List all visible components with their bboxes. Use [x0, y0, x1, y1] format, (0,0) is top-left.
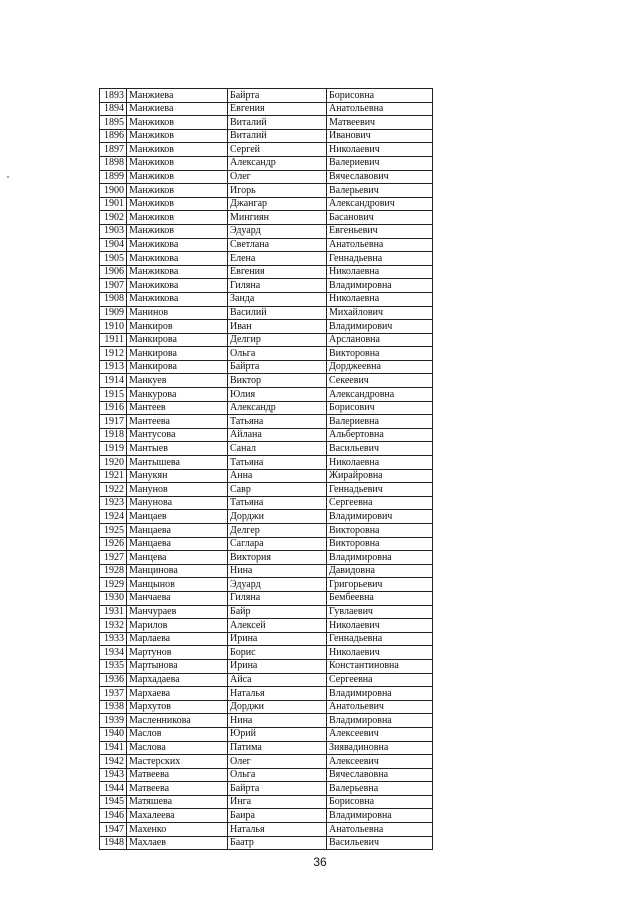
row-number-cell: 1903: [100, 224, 127, 238]
surname-cell: Манчаева: [127, 591, 228, 605]
row-number-cell: 1915: [100, 388, 127, 402]
row-number-cell: 1907: [100, 279, 127, 293]
patronymic-cell: Владимировна: [327, 551, 433, 565]
surname-cell: Манжикова: [127, 238, 228, 252]
surname-cell: Манжиков: [127, 197, 228, 211]
patronymic-cell: Валерьевич: [327, 184, 433, 198]
surname-cell: Манжиков: [127, 156, 228, 170]
surname-cell: Манунова: [127, 496, 228, 510]
surname-cell: Мантеев: [127, 401, 228, 415]
name-list-body: [100, 89, 433, 850]
table-row: [100, 102, 433, 116]
first-name-cell: Дорджи: [228, 510, 327, 524]
row-number-cell: 1941: [100, 741, 127, 755]
first-name-cell: Татьяна: [228, 456, 327, 470]
surname-cell: Манжиков: [127, 224, 228, 238]
surname-cell: Манинов: [127, 306, 228, 320]
surname-cell: Махалеева: [127, 809, 228, 823]
surname-cell: Манжикова: [127, 292, 228, 306]
table-row: [100, 741, 433, 755]
surname-cell: Масленникова: [127, 714, 228, 728]
first-name-cell: Виктория: [228, 551, 327, 565]
patronymic-cell: Сергеевна: [327, 496, 433, 510]
row-number-cell: 1914: [100, 374, 127, 388]
table-row: [100, 537, 433, 551]
table-row: [100, 524, 433, 538]
first-name-cell: Мингиян: [228, 211, 327, 225]
table-row: [100, 211, 433, 225]
patronymic-cell: Владимировна: [327, 687, 433, 701]
surname-cell: Манжиева: [127, 102, 228, 116]
row-number-cell: 1944: [100, 782, 127, 796]
surname-cell: Манкурова: [127, 388, 228, 402]
patronymic-cell: Николаевич: [327, 619, 433, 633]
row-number-cell: 1930: [100, 591, 127, 605]
surname-cell: Манунов: [127, 483, 228, 497]
patronymic-cell: Валериевна: [327, 415, 433, 429]
row-number-cell: 1928: [100, 564, 127, 578]
surname-cell: Манжиков: [127, 129, 228, 143]
patronymic-cell: Борисовна: [327, 89, 433, 103]
table-row: [100, 360, 433, 374]
first-name-cell: Светлана: [228, 238, 327, 252]
row-number-cell: 1918: [100, 428, 127, 442]
patronymic-cell: Сергеевна: [327, 673, 433, 687]
surname-cell: Манжиков: [127, 116, 228, 130]
patronymic-cell: Басанович: [327, 211, 433, 225]
patronymic-cell: Секеевич: [327, 374, 433, 388]
name-list-table: [99, 88, 433, 850]
surname-cell: Манжиева: [127, 89, 228, 103]
row-number-cell: 1893: [100, 89, 127, 103]
table-row: [100, 197, 433, 211]
row-number-cell: 1920: [100, 456, 127, 470]
surname-cell: Манкуев: [127, 374, 228, 388]
first-name-cell: Юлия: [228, 388, 327, 402]
surname-cell: Манжикова: [127, 279, 228, 293]
patronymic-cell: Борисович: [327, 401, 433, 415]
row-number-cell: 1896: [100, 129, 127, 143]
patronymic-cell: Матвеевич: [327, 116, 433, 130]
first-name-cell: Татьяна: [228, 496, 327, 510]
row-number-cell: 1923: [100, 496, 127, 510]
first-name-cell: Айлана: [228, 428, 327, 442]
surname-cell: Мархутов: [127, 700, 228, 714]
page-number: 36: [313, 855, 327, 869]
table-row: [100, 768, 433, 782]
first-name-cell: Делгир: [228, 333, 327, 347]
first-name-cell: Дорджи: [228, 700, 327, 714]
table-row: [100, 170, 433, 184]
row-number-cell: 1935: [100, 659, 127, 673]
row-number-cell: 1926: [100, 537, 127, 551]
patronymic-cell: Константиновна: [327, 659, 433, 673]
patronymic-cell: Вячеславович: [327, 170, 433, 184]
table-row: [100, 714, 433, 728]
patronymic-cell: Анатольевна: [327, 823, 433, 837]
first-name-cell: Инга: [228, 795, 327, 809]
patronymic-cell: Борисовна: [327, 795, 433, 809]
row-number-cell: 1919: [100, 442, 127, 456]
first-name-cell: Байрта: [228, 89, 327, 103]
row-number-cell: 1906: [100, 265, 127, 279]
first-name-cell: Баира: [228, 809, 327, 823]
row-number-cell: 1908: [100, 292, 127, 306]
first-name-cell: Айса: [228, 673, 327, 687]
first-name-cell: Иван: [228, 320, 327, 334]
row-number-cell: 1909: [100, 306, 127, 320]
first-name-cell: Санал: [228, 442, 327, 456]
first-name-cell: Эдуард: [228, 224, 327, 238]
table-row: [100, 673, 433, 687]
row-number-cell: 1925: [100, 524, 127, 538]
table-row: [100, 510, 433, 524]
table-row: [100, 456, 433, 470]
patronymic-cell: Вячеславовна: [327, 768, 433, 782]
patronymic-cell: Бембеевна: [327, 591, 433, 605]
first-name-cell: Баатр: [228, 836, 327, 850]
table-row: [100, 782, 433, 796]
first-name-cell: Савр: [228, 483, 327, 497]
surname-cell: Марилов: [127, 619, 228, 633]
table-row: [100, 755, 433, 769]
first-name-cell: Александр: [228, 401, 327, 415]
row-number-cell: 1948: [100, 836, 127, 850]
table-row: [100, 605, 433, 619]
row-number-cell: 1921: [100, 469, 127, 483]
row-number-cell: 1936: [100, 673, 127, 687]
surname-cell: Мархадаева: [127, 673, 228, 687]
table-row: [100, 129, 433, 143]
row-number-cell: 1916: [100, 401, 127, 415]
first-name-cell: Виталий: [228, 129, 327, 143]
surname-cell: Манцаева: [127, 537, 228, 551]
patronymic-cell: Васильевич: [327, 836, 433, 850]
patronymic-cell: Николаевна: [327, 292, 433, 306]
surname-cell: Манцаев: [127, 510, 228, 524]
table-row: [100, 727, 433, 741]
table-row: [100, 687, 433, 701]
first-name-cell: Саглара: [228, 537, 327, 551]
surname-cell: Мантыев: [127, 442, 228, 456]
row-number-cell: 1927: [100, 551, 127, 565]
first-name-cell: Анна: [228, 469, 327, 483]
row-number-cell: 1929: [100, 578, 127, 592]
surname-cell: Матвеева: [127, 768, 228, 782]
surname-cell: Мартунов: [127, 646, 228, 660]
patronymic-cell: Александровна: [327, 388, 433, 402]
patronymic-cell: Алексеевич: [327, 755, 433, 769]
row-number-cell: 1945: [100, 795, 127, 809]
patronymic-cell: Григорьевич: [327, 578, 433, 592]
table-row: [100, 428, 433, 442]
surname-cell: Маслов: [127, 727, 228, 741]
surname-cell: Манцынов: [127, 578, 228, 592]
surname-cell: Мантышева: [127, 456, 228, 470]
table-row: [100, 374, 433, 388]
table-row: [100, 483, 433, 497]
patronymic-cell: Арслановна: [327, 333, 433, 347]
row-number-cell: 1933: [100, 632, 127, 646]
table-row: [100, 496, 433, 510]
first-name-cell: Байр: [228, 605, 327, 619]
table-row: [100, 265, 433, 279]
table-row: [100, 306, 433, 320]
table-row: [100, 238, 433, 252]
first-name-cell: Евгения: [228, 265, 327, 279]
surname-cell: Манжиков: [127, 184, 228, 198]
first-name-cell: Наталья: [228, 687, 327, 701]
row-number-cell: 1905: [100, 252, 127, 266]
table-row: [100, 619, 433, 633]
first-name-cell: Байрта: [228, 782, 327, 796]
surname-cell: Мархаева: [127, 687, 228, 701]
surname-cell: Мартынова: [127, 659, 228, 673]
first-name-cell: Борис: [228, 646, 327, 660]
row-number-cell: 1912: [100, 347, 127, 361]
surname-cell: Манцаева: [127, 524, 228, 538]
patronymic-cell: Евгеньевич: [327, 224, 433, 238]
first-name-cell: Гиляна: [228, 279, 327, 293]
first-name-cell: Виктор: [228, 374, 327, 388]
table-row: [100, 89, 433, 103]
first-name-cell: Байрта: [228, 360, 327, 374]
surname-cell: Манкиров: [127, 320, 228, 334]
table-row: [100, 700, 433, 714]
table-row: [100, 347, 433, 361]
table-row: [100, 320, 433, 334]
surname-cell: Мантеева: [127, 415, 228, 429]
row-number-cell: 1900: [100, 184, 127, 198]
row-number-cell: 1910: [100, 320, 127, 334]
row-number-cell: 1895: [100, 116, 127, 130]
row-number-cell: 1898: [100, 156, 127, 170]
patronymic-cell: Жирайровна: [327, 469, 433, 483]
first-name-cell: Евгения: [228, 102, 327, 116]
row-number-cell: 1942: [100, 755, 127, 769]
surname-cell: Манжиков: [127, 143, 228, 157]
row-number-cell: 1922: [100, 483, 127, 497]
first-name-cell: Ирина: [228, 632, 327, 646]
surname-cell: Мантусова: [127, 428, 228, 442]
surname-cell: Маслова: [127, 741, 228, 755]
first-name-cell: Ольга: [228, 347, 327, 361]
first-name-cell: Занда: [228, 292, 327, 306]
table-row: [100, 469, 433, 483]
first-name-cell: Сергей: [228, 143, 327, 157]
row-number-cell: 1939: [100, 714, 127, 728]
first-name-cell: Виталий: [228, 116, 327, 130]
row-number-cell: 1902: [100, 211, 127, 225]
row-number-cell: 1940: [100, 727, 127, 741]
first-name-cell: Эдуард: [228, 578, 327, 592]
table-row: [100, 659, 433, 673]
table-row: [100, 823, 433, 837]
surname-cell: Манцева: [127, 551, 228, 565]
patronymic-cell: Геннадьевна: [327, 252, 433, 266]
table-row: [100, 795, 433, 809]
surname-cell: Манукян: [127, 469, 228, 483]
table-row: [100, 442, 433, 456]
table-row: [100, 252, 433, 266]
patronymic-cell: Геннадьевич: [327, 483, 433, 497]
surname-cell: Манжиков: [127, 211, 228, 225]
first-name-cell: Нина: [228, 714, 327, 728]
patronymic-cell: Гувлаевич: [327, 605, 433, 619]
row-number-cell: 1901: [100, 197, 127, 211]
row-number-cell: 1946: [100, 809, 127, 823]
patronymic-cell: Михайлович: [327, 306, 433, 320]
table-row: [100, 578, 433, 592]
table-row: [100, 646, 433, 660]
first-name-cell: Нина: [228, 564, 327, 578]
patronymic-cell: Владимировна: [327, 279, 433, 293]
row-number-cell: 1924: [100, 510, 127, 524]
first-name-cell: Гиляна: [228, 591, 327, 605]
table-row: [100, 836, 433, 850]
patronymic-cell: Анатольевна: [327, 102, 433, 116]
row-number-cell: 1931: [100, 605, 127, 619]
patronymic-cell: Валериевич: [327, 156, 433, 170]
patronymic-cell: Анатольевна: [327, 238, 433, 252]
first-name-cell: Татьяна: [228, 415, 327, 429]
row-number-cell: 1897: [100, 143, 127, 157]
row-number-cell: 1937: [100, 687, 127, 701]
table-row: [100, 333, 433, 347]
first-name-cell: Ольга: [228, 768, 327, 782]
patronymic-cell: Анатольевич: [327, 700, 433, 714]
surname-cell: Матяшева: [127, 795, 228, 809]
table-row: [100, 279, 433, 293]
table-row: [100, 415, 433, 429]
row-number-cell: 1894: [100, 102, 127, 116]
table-row: [100, 591, 433, 605]
patronymic-cell: Викторовна: [327, 537, 433, 551]
row-number-cell: 1934: [100, 646, 127, 660]
first-name-cell: Юрий: [228, 727, 327, 741]
row-number-cell: 1947: [100, 823, 127, 837]
surname-cell: Марлаева: [127, 632, 228, 646]
first-name-cell: Наталья: [228, 823, 327, 837]
patronymic-cell: Александрович: [327, 197, 433, 211]
surname-cell: Манцинова: [127, 564, 228, 578]
first-name-cell: Алексей: [228, 619, 327, 633]
first-name-cell: Игорь: [228, 184, 327, 198]
first-name-cell: Патима: [228, 741, 327, 755]
patronymic-cell: Геннадьевна: [327, 632, 433, 646]
row-number-cell: 1899: [100, 170, 127, 184]
surname-cell: Манкирова: [127, 333, 228, 347]
row-number-cell: 1943: [100, 768, 127, 782]
row-number-cell: 1932: [100, 619, 127, 633]
row-number-cell: 1913: [100, 360, 127, 374]
first-name-cell: Делгер: [228, 524, 327, 538]
first-name-cell: Александр: [228, 156, 327, 170]
surname-cell: Манкирова: [127, 347, 228, 361]
patronymic-cell: Альбертовна: [327, 428, 433, 442]
row-number-cell: 1938: [100, 700, 127, 714]
patronymic-cell: Викторовна: [327, 347, 433, 361]
surname-cell: Матвеева: [127, 782, 228, 796]
table-row: [100, 401, 433, 415]
table-row: [100, 564, 433, 578]
table-row: [100, 116, 433, 130]
patronymic-cell: Викторовна: [327, 524, 433, 538]
patronymic-cell: Владимирович: [327, 510, 433, 524]
surname-cell: Манжикова: [127, 252, 228, 266]
patronymic-cell: Давидовна: [327, 564, 433, 578]
surname-cell: Махлаев: [127, 836, 228, 850]
table-row: [100, 143, 433, 157]
surname-cell: Мастерских: [127, 755, 228, 769]
patronymic-cell: Николаевна: [327, 456, 433, 470]
table-row: [100, 224, 433, 238]
table-row: [100, 184, 433, 198]
first-name-cell: Ирина: [228, 659, 327, 673]
table-row: [100, 551, 433, 565]
row-number-cell: 1911: [100, 333, 127, 347]
first-name-cell: Василий: [228, 306, 327, 320]
patronymic-cell: Владимировна: [327, 809, 433, 823]
first-name-cell: Олег: [228, 755, 327, 769]
patronymic-cell: Дорджеевна: [327, 360, 433, 374]
table-row: [100, 632, 433, 646]
surname-cell: Махенко: [127, 823, 228, 837]
patronymic-cell: Владимирович: [327, 320, 433, 334]
surname-cell: Манжикова: [127, 265, 228, 279]
first-name-cell: Джангар: [228, 197, 327, 211]
first-name-cell: Елена: [228, 252, 327, 266]
patronymic-cell: Николаевич: [327, 143, 433, 157]
scan-speck: [7, 176, 9, 178]
first-name-cell: Олег: [228, 170, 327, 184]
surname-cell: Манжиков: [127, 170, 228, 184]
surname-cell: Манкирова: [127, 360, 228, 374]
patronymic-cell: Алексеевич: [327, 727, 433, 741]
surname-cell: Манчураев: [127, 605, 228, 619]
patronymic-cell: Иванович: [327, 129, 433, 143]
patronymic-cell: Николаевна: [327, 265, 433, 279]
patronymic-cell: Николаевич: [327, 646, 433, 660]
table-row: [100, 809, 433, 823]
patronymic-cell: Владимировна: [327, 714, 433, 728]
patronymic-cell: Васильевич: [327, 442, 433, 456]
table-row: [100, 292, 433, 306]
patronymic-cell: Валерьевна: [327, 782, 433, 796]
patronymic-cell: Зиявадиновна: [327, 741, 433, 755]
row-number-cell: 1904: [100, 238, 127, 252]
table-row: [100, 156, 433, 170]
row-number-cell: 1917: [100, 415, 127, 429]
table-row: [100, 388, 433, 402]
